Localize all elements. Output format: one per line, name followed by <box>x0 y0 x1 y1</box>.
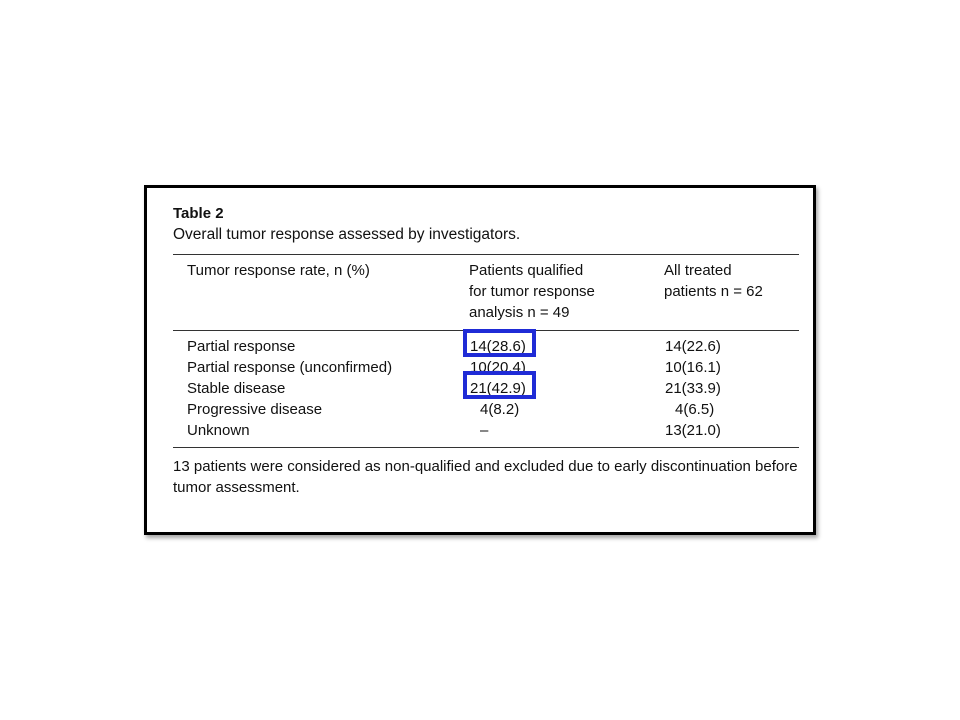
all-treated-value: 13(21.0) <box>665 422 721 439</box>
header-qualified-line3: analysis n = 49 <box>469 304 570 321</box>
row-label: Progressive disease <box>187 401 323 418</box>
table-panel <box>144 185 816 535</box>
qualified-value: 21(42.9) <box>470 380 526 397</box>
all-treated-value: 21(33.9) <box>665 380 721 397</box>
table-row <box>187 399 787 420</box>
row-label: Stable disease <box>187 380 286 397</box>
highlight-box-stable-disease <box>463 371 536 399</box>
table-footnote: 13 patients were considered as non-qualified and excluded due to early discontinuation before tumor assessment. <box>173 458 798 496</box>
top-rule <box>173 254 799 255</box>
header-qualified <box>469 260 639 323</box>
row-label: Partial response <box>187 338 296 355</box>
qualified-value: 10(20.4) <box>470 359 526 376</box>
all-treated-value: 14(22.6) <box>665 338 721 355</box>
all-treated-value: 4(6.5) <box>675 401 715 418</box>
header-qualified-line2: for tumor response <box>469 283 595 300</box>
row-label: Partial response (unconfirmed) <box>187 359 393 376</box>
qualified-value: – <box>480 422 489 439</box>
header-response-rate: Tumor response rate, n (%) <box>187 262 370 279</box>
header-all-line1: All treated <box>664 262 732 279</box>
qualified-value: 4(8.2) <box>480 401 520 418</box>
header-all-treated <box>664 260 794 302</box>
table-title: Table 2 <box>173 205 224 222</box>
table-caption: Overall tumor response assessed by investigators. <box>173 226 521 243</box>
bottom-rule <box>173 447 799 448</box>
highlight-box-partial-response <box>463 329 536 357</box>
qualified-value: 14(28.6) <box>470 338 526 355</box>
all-treated-value: 10(16.1) <box>665 359 721 376</box>
row-label: Unknown <box>187 422 250 439</box>
header-qualified-line1: Patients qualified <box>469 262 584 279</box>
table-row <box>187 420 787 441</box>
header-all-line2: patients n = 62 <box>664 283 763 300</box>
